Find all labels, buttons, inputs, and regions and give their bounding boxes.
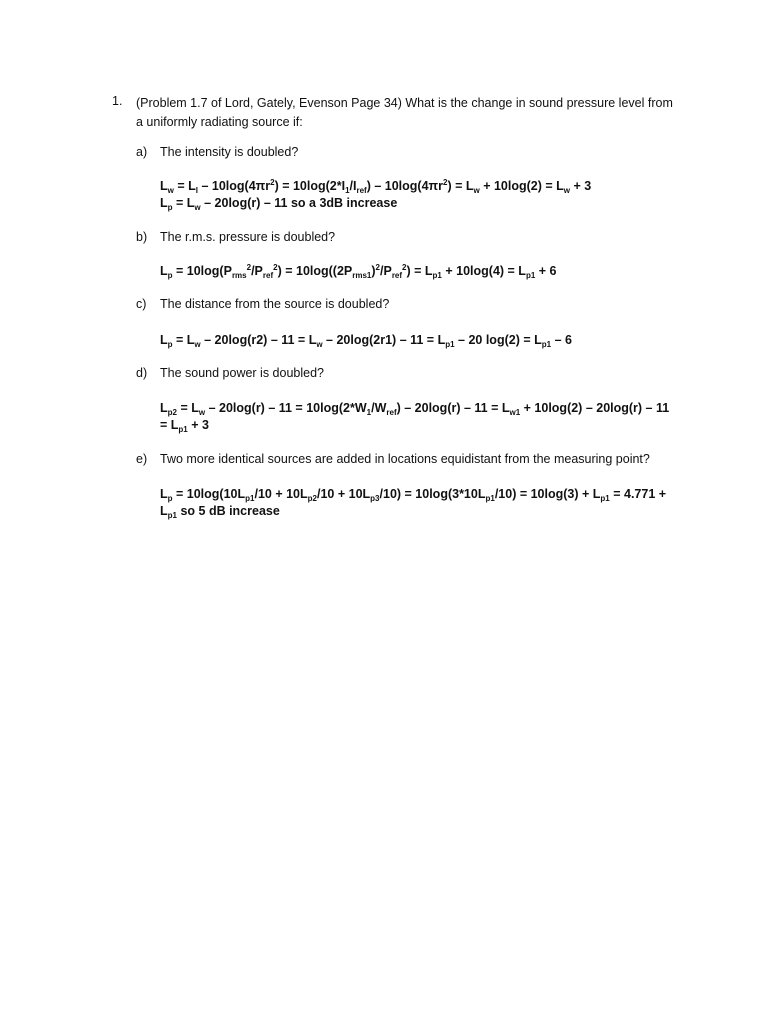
question-number: 1. (112, 94, 123, 108)
part-b-answer-line-1: $L_p = 10\log(P_{rms}^2/P_{ref}^2) = 10\log((2P_{rms1})^2/P_{ref}^2) = L_{p1} + 10\log(4) = L_{p1} + 6$ (160, 263, 557, 280)
part-d-answer-line-2: = $L_{p1} + 3$ (160, 418, 209, 434)
part-c-answer-line-1: $L_p = L_w - 20\log(r2) - 11 = L_w - 20\log(2r1) - 11 = L_{p1} - 20$ $\log(2) = L_{p1} - 6$ (160, 333, 572, 349)
part-b-question: The r.m.s. pressure is doubled? (160, 230, 336, 244)
part-a-question: The intensity is doubled? (160, 145, 299, 159)
part-c-letter: c) (136, 297, 147, 311)
part-e-letter: e) (136, 452, 148, 466)
part-b-letter: b) (136, 230, 148, 244)
part-a-answer-line-2: $L_p = L_w - 20\log(r) - 11$ so a 3dB increase (160, 196, 398, 212)
question-text: (Problem 1.7 of Lord, Gately, Evenson Page 34) What is the change in sound pressure level from a uniformly radiating source if: (136, 96, 673, 129)
part-e-answer-line-2: $L_{p1}$ so 5 dB increase (160, 504, 280, 520)
part-e-answer-line-1: $L_p = 10\log(10L_{p1}/10 + 10L_{p2}/10 + 10L_{p3}/10) = 10\log(3*10L_{p1}/10) = 10\log(3) + L_{p1} = 4.771$ + (160, 487, 667, 503)
part-a-letter: a) (136, 145, 148, 159)
part-a-answer-line-1: $L_w = L_I - 10\log(4\pi r^2) = 10\log(2*I_1/I_{ref}) - 10\log(4\pi r^2) = L_w + 10\log(2) = L_w + 3$ (160, 178, 592, 195)
part-d-answer-line-1: $L_{p2} = L_w - 20\log(r) - 11 = 10\log(2*W_1/W_{ref}) - 20\log(r) - 11 = L_{w1} + 10\log(2) - 20\log(r) - 11$ (160, 401, 670, 417)
part-d-letter: d) (136, 366, 148, 380)
part-c-question: The distance from the source is doubled? (160, 297, 390, 311)
part-e-question: Two more identical sources are added in locations equidistant from the measuring point? (160, 452, 650, 466)
part-d-question: The sound power is doubled? (160, 366, 325, 380)
